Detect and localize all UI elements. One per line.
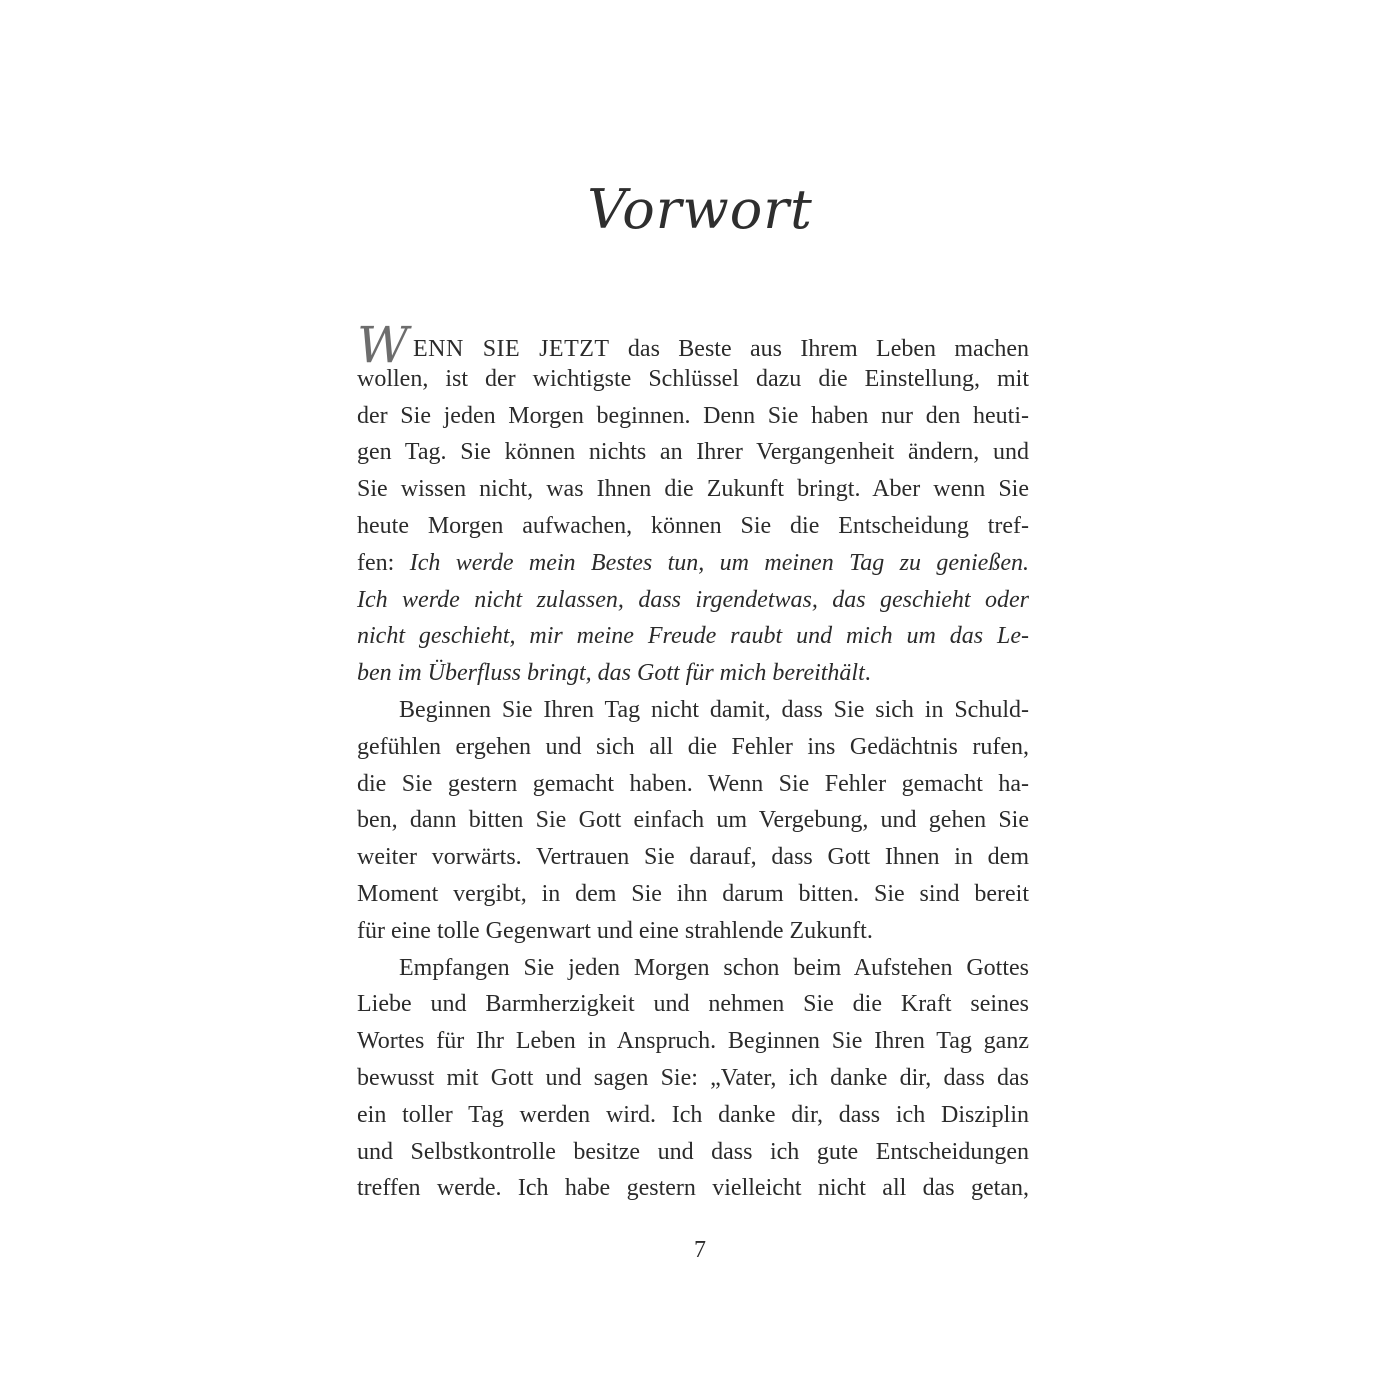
text-line: gefühlen ergehen und sich all die Fehler ins Gedächtnis rufen, — [357, 733, 1029, 760]
text-line: die Sie gestern gemacht haben. Wenn Sie Fehler gemacht ha- — [357, 770, 1029, 797]
text-line: Liebe und Barmherzigkeit und nehmen Sie die Kraft seines — [357, 991, 1029, 1018]
text-line: Empfangen Sie jeden Morgen schon beim Aufstehen Gottes — [399, 954, 1029, 981]
line-italic-part: Ich werde mein Bestes tun, um meinen Tag zu genießen. — [409, 549, 1029, 576]
text-line: treffen werde. Ich habe gestern vielleicht nicht all das getan, — [357, 1175, 1029, 1202]
line-italic-part: ben im Überfluss bringt, das Gott für mich bereithält — [357, 660, 865, 687]
text-line: gen Tag. Sie können nichts an Ihrer Vergangenheit ändern, und — [357, 439, 1029, 466]
text-line: Beginnen Sie Ihren Tag nicht damit, dass Sie sich in Schuld- — [399, 696, 1029, 723]
text-line: ein toller Tag werden wird. Ich danke dir, dass ich Disziplin — [357, 1101, 1029, 1128]
text-line: Sie wissen nicht, was Ihnen die Zukunft bringt. Aber wenn Sie — [357, 476, 1029, 503]
text-line: Moment vergibt, in dem Sie ihn darum bitten. Sie sind bereit — [357, 880, 1029, 907]
text-line: weiter vorwärts. Vertrauen Sie darauf, dass Gott Ihnen in dem — [357, 844, 1029, 871]
text-line: Wortes für Ihr Leben in Anspruch. Beginnen Sie Ihren Tag ganz — [357, 1028, 1029, 1055]
paragraph-3 — [357, 950, 1029, 1208]
text-line: bewusst mit Gott und sagen Sie: „Vater, ich danke dir, dass das — [357, 1064, 1029, 1091]
text-line: und Selbstkontrolle besitze und dass ich gute Entscheidungen — [357, 1138, 1029, 1165]
line-normal-part: . — [864, 660, 871, 687]
paragraph-1 — [357, 316, 1029, 692]
body-text — [357, 318, 1029, 1207]
paragraph-2 — [357, 692, 1029, 950]
text-line: wollen, ist der wichtigste Schlüssel dazu die Einstellung, mit — [357, 365, 1029, 392]
text-line — [357, 655, 1029, 692]
text-line: der Sie jeden Morgen beginnen. Denn Sie haben nur den heuti- — [357, 402, 1029, 429]
chapter-title: Vorwort — [587, 178, 813, 241]
text-line — [357, 545, 1029, 582]
drop-cap: W — [357, 316, 409, 374]
text-line: für eine tolle Gegenwart und eine strahlende Zukunft. — [357, 917, 873, 944]
text-line — [357, 316, 1029, 374]
text-line: ben, dann bitten Sie Gott einfach um Vergebung, und gehen Sie — [357, 807, 1029, 834]
text-line-italic: Ich werde nicht zulassen, dass irgendetwas, das geschieht oder — [357, 586, 1029, 613]
line-normal-part: fen: — [357, 549, 410, 576]
opening-small-caps: ENN SIE JETZT — [413, 336, 610, 362]
text-line-italic: nicht geschieht, mir meine Freude raubt und mich um das Le- — [357, 623, 1029, 650]
first-line-text: das Beste aus Ihrem Leben machen — [609, 336, 1029, 362]
text-line: heute Morgen aufwachen, können Sie die Entscheidung tref- — [357, 512, 1029, 539]
page-number: 7 — [694, 1237, 706, 1263]
